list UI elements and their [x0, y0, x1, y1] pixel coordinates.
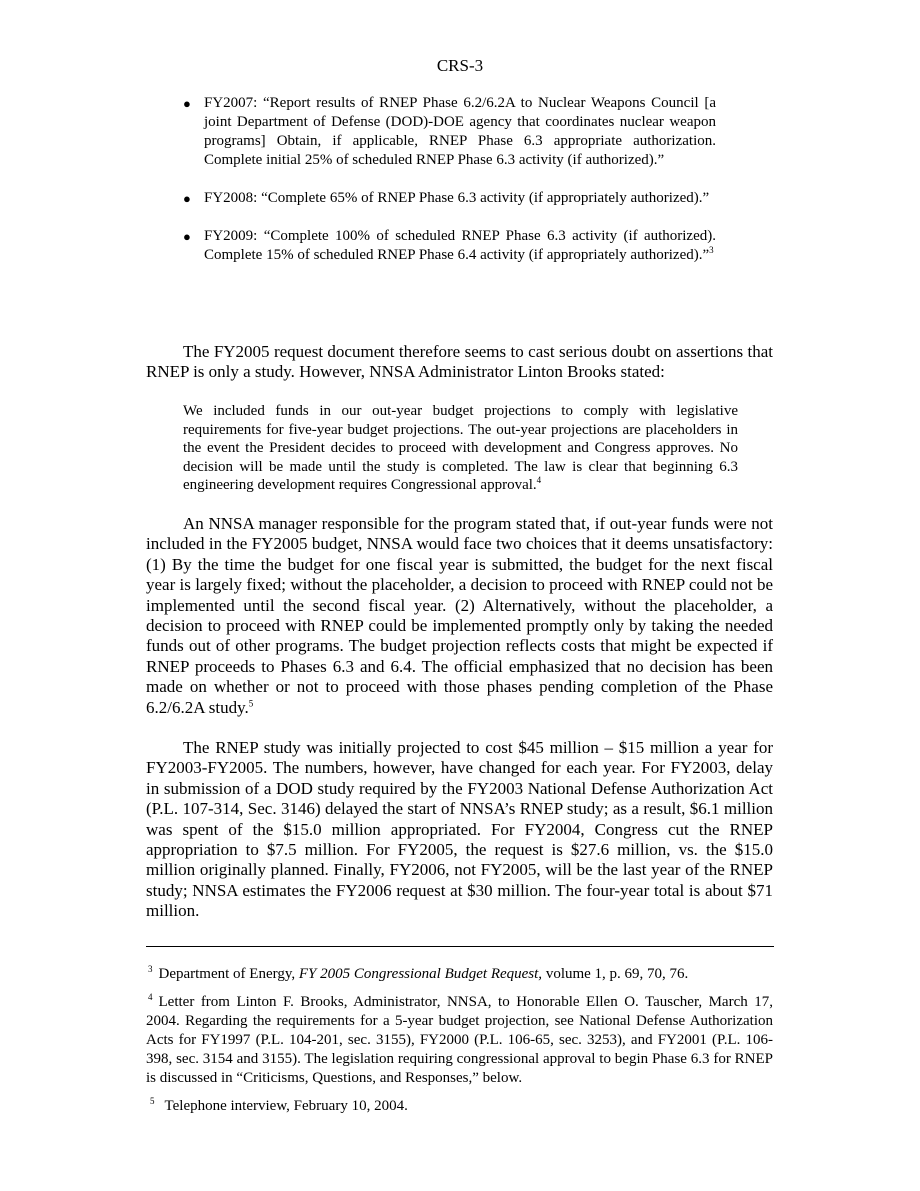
footnote-italic-title: FY 2005 Congressional Budget Request,: [298, 966, 543, 982]
bullet-text: FY2007: “Report results of RNEP Phase 6.2/6.2A to Nuclear Weapons Council [a joint Department of Defense (DOD)-DOE agency that coordinates nuclear weapon programs] Obtain, if applicable, RNEP Phase 6.3 appropriate authorization. Complete initial 25% of scheduled RNEP Phase 6.3 activity (if authorized).”: [204, 95, 716, 168]
quote-text: We included funds in our out-year budget projections to comply with legislative requirements for five-year budget projections. The out-year projections are placeholders in the event the President decides to proceed with development and Congress approves. No decision will be made until the study is completed. The law is clear that beginning 6.3 engineering development requires Congressional approval.: [183, 403, 738, 494]
brooks-quote: [183, 402, 738, 495]
paragraph-text: The RNEP study was initially projected to cost $45 million – $15 million a year for FY2003-FY2005. The numbers, however, have changed for each year. For FY2003, delay in submission of a DOD study required by the FY2003 National Defense Authorization Act (P.L. 107-314, Sec. 3146) delayed the start of NNSA’s RNEP study; as a result, $6.1 million was spent of the $15.0 million appropriated. For FY2004, Congress cut the RNEP appropriation to $7.5 million. For FY2005, the request is $27.6 million, vs. the $15.0 million originally planned. Finally, FY2006, not FY2005, will be the last year of the RNEP study; NNSA estimates the FY2006 request at $30 million. The four-year total is about $71 million.: [146, 738, 773, 921]
paragraph-text: The FY2005 request document therefore seems to cast serious doubt on assertions that RNEP is only a study. However, NNSA Administrator Linton Brooks stated:: [146, 342, 773, 382]
bullet-item-fy2009: [183, 227, 716, 265]
footnote-4: [146, 993, 773, 1088]
fiscal-year-bullet-list: [183, 94, 716, 284]
footnote-ref-4[interactable]: 4: [536, 475, 542, 486]
footnote-divider: [146, 946, 774, 947]
footnote-number: 3: [148, 964, 153, 974]
bullet-item-fy2007: [183, 94, 716, 170]
bullet-item-fy2008: [183, 189, 716, 208]
footnote-ref-5[interactable]: 5: [248, 698, 254, 708]
footnote-ref-3[interactable]: 3: [709, 245, 714, 255]
paragraph-rnep-cost: [146, 738, 773, 922]
bullet-icon: ●: [183, 229, 191, 244]
page-number-header: CRS-3: [436, 56, 484, 75]
footnote-number: 5: [150, 1096, 155, 1106]
paragraph-nnsa-manager: [146, 514, 773, 718]
paragraph-text: An NNSA manager responsible for the program stated that, if out-year funds were not included in the FY2005 budget, NNSA would face two choices that it deems unsatisfactory: (1) By the time the budget for one fiscal year is submitted, the budget for the next fiscal year is largely fixed; without the placeholder, a decision to proceed with RNEP could not be implemented until the second fiscal year. (2) Alternatively, without the placeholder, a decision to proceed with RNEP could be implemented promptly only by taking the needed funds out of other programs. The budget projection reflects costs that might be expected if RNEP proceeds to Phases 6.3 and 6.4. The official emphasized that no decision has been made on whether or not to proceed with those phases pending completion of the Phase 6.2/6.2A study.: [146, 514, 773, 717]
footnote-text: Telephone interview, February 10, 2004.: [164, 1098, 408, 1114]
bullet-icon: ●: [183, 191, 191, 206]
bullet-text: FY2008: “Complete 65% of RNEP Phase 6.3 activity (if appropriately authorized).”: [204, 190, 710, 206]
footnote-5: [146, 1097, 773, 1116]
footnote-text: Department of Energy,: [158, 966, 299, 982]
bullet-icon: ●: [183, 96, 191, 111]
footnote-text: Letter from Linton F. Brooks, Administrator, NNSA, to Honorable Ellen O. Tauscher, March 17, 2004. Regarding the requirements for a 5-year budget projection, see National Defense Authorization Acts for FY1997 (P.L. 104-201, sec. 3155), FY2000 (P.L. 106-65, sec. 3253), and FY2001 (P.L. 106-398, sec. 3154 and 3155). The legislation requiring congressional approval to begin Phase 6.3 for RNEP is discussed in “Criticisms, Questions, and Responses,” below.: [146, 994, 773, 1086]
bullet-text: FY2009: “Complete 100% of scheduled RNEP Phase 6.3 activity (if authorized). Complete 15% of scheduled RNEP Phase 6.4 activity (if appropriately authorized).”: [204, 228, 716, 263]
footnote-number: 4: [148, 992, 153, 1002]
paragraph-request-doubt: [146, 342, 773, 383]
footnote-3: [146, 965, 773, 984]
footnote-text-tail: volume 1, p. 69, 70, 76.: [542, 966, 689, 982]
